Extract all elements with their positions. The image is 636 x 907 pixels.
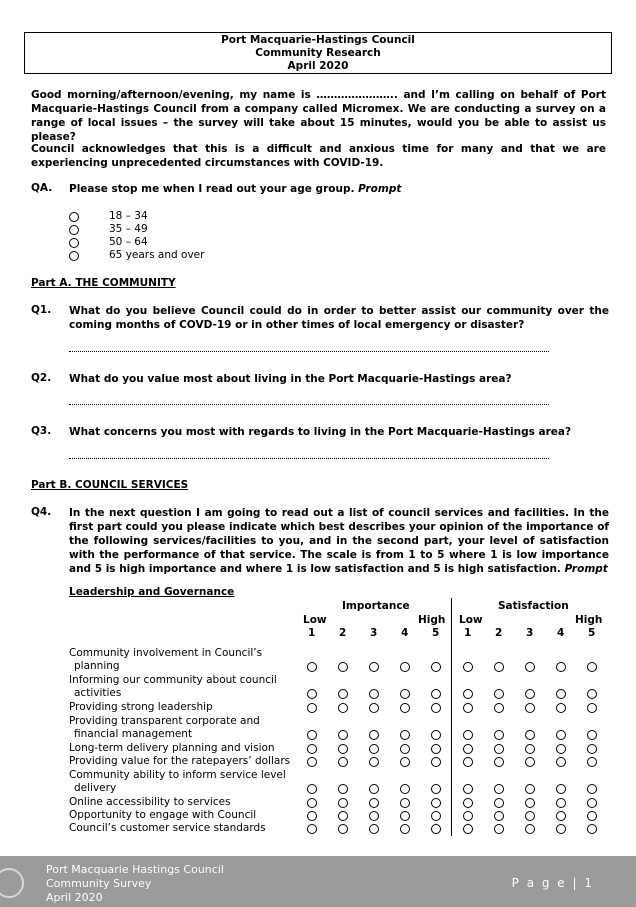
satisfaction-radio-icon[interactable] (556, 730, 566, 740)
importance-radio-icon[interactable] (400, 811, 410, 821)
q2-number: Q2. (31, 372, 52, 384)
satisfaction-radio-icon[interactable] (556, 703, 566, 713)
satisfaction-radio-icon[interactable] (525, 757, 535, 767)
importance-radio-icon[interactable] (369, 662, 379, 672)
service-name: Online accessibility to services (69, 796, 231, 808)
footer-survey: Community Survey (46, 877, 152, 890)
council-logo-icon (0, 868, 24, 898)
header-research: Community Research (255, 47, 381, 59)
q2-answer-line[interactable] (69, 404, 549, 405)
footer-date: April 2020 (46, 891, 103, 904)
importance-radio-icon[interactable] (400, 689, 410, 699)
radio-circle-icon[interactable] (69, 225, 79, 235)
service-name: Council’s customer service standards (69, 822, 266, 834)
header-council: Port Macquarie-Hastings Council (221, 34, 415, 46)
satisfaction-radio-icon[interactable] (556, 662, 566, 672)
importance-radio-icon[interactable] (307, 703, 317, 713)
importance-radio-icon[interactable] (400, 744, 410, 754)
importance-radio-icon[interactable] (307, 824, 317, 834)
satisfaction-radio-icon[interactable] (587, 784, 597, 794)
importance-radio-icon[interactable] (307, 798, 317, 808)
importance-radio-icon[interactable] (431, 744, 441, 754)
qa-option-label: 35 – 49 (109, 223, 148, 235)
importance-radio-icon[interactable] (369, 689, 379, 699)
importance-scale-number: 1 (308, 627, 316, 639)
satisfaction-radio-icon[interactable] (494, 811, 504, 821)
radio-circle-icon[interactable] (69, 212, 79, 222)
importance-radio-icon[interactable] (307, 784, 317, 794)
satisfaction-radio-icon[interactable] (587, 730, 597, 740)
satisfaction-radio-icon[interactable] (463, 798, 473, 808)
footer-council: Port Macquarie Hastings Council (46, 863, 224, 876)
page-footer (0, 856, 636, 907)
importance-radio-icon[interactable] (431, 798, 441, 808)
service-name-cont: activities (74, 687, 122, 699)
satisfaction-radio-icon[interactable] (463, 811, 473, 821)
header-date: April 2020 (287, 60, 349, 72)
satisfaction-radio-icon[interactable] (494, 757, 504, 767)
service-name: Community involvement in Council’s (69, 647, 263, 659)
satisfaction-radio-icon[interactable] (494, 662, 504, 672)
importance-radio-icon[interactable] (307, 744, 317, 754)
service-name: Long-term delivery planning and vision (69, 742, 275, 754)
satisfaction-scale-number: 5 (588, 627, 596, 639)
importance-radio-icon[interactable] (369, 784, 379, 794)
importance-radio-icon[interactable] (369, 811, 379, 821)
radio-circle-icon[interactable] (69, 251, 79, 261)
page-number: P a g e | 1 (511, 876, 594, 890)
satisfaction-radio-icon[interactable] (494, 703, 504, 713)
importance-radio-icon[interactable] (338, 662, 348, 672)
satisfaction-radio-icon[interactable] (556, 757, 566, 767)
importance-radio-icon[interactable] (431, 689, 441, 699)
scale-divider (451, 598, 452, 836)
importance-radio-icon[interactable] (400, 798, 410, 808)
satisfaction-radio-icon[interactable] (556, 784, 566, 794)
service-row-label (69, 755, 294, 768)
importance-radio-icon[interactable] (369, 703, 379, 713)
service-row-label (69, 701, 294, 714)
importance-heading: Importance (342, 600, 410, 612)
q1-text: What do you believe Council could do in order to better assist our community over the coming months of COVD-19 or in other times of local emergency or disaster? (69, 305, 609, 331)
importance-radio-icon[interactable] (400, 703, 410, 713)
satisfaction-radio-icon[interactable] (556, 811, 566, 821)
satisfaction-radio-icon[interactable] (587, 798, 597, 808)
satisfaction-radio-icon[interactable] (587, 744, 597, 754)
satisfaction-radio-icon[interactable] (463, 757, 473, 767)
importance-low-label: Low (303, 614, 327, 626)
satisfaction-scale-number: 1 (464, 627, 472, 639)
satisfaction-radio-icon[interactable] (587, 662, 597, 672)
satisfaction-radio-icon[interactable] (463, 689, 473, 699)
satisfaction-radio-icon[interactable] (494, 824, 504, 834)
importance-radio-icon[interactable] (338, 784, 348, 794)
satisfaction-radio-icon[interactable] (494, 798, 504, 808)
document-header (24, 32, 612, 74)
q4-prompt: Prompt (564, 563, 608, 575)
radio-circle-icon[interactable] (69, 238, 79, 248)
satisfaction-radio-icon[interactable] (525, 730, 535, 740)
service-name: Informing our community about council (69, 674, 277, 686)
satisfaction-radio-icon[interactable] (556, 689, 566, 699)
importance-radio-icon[interactable] (431, 757, 441, 767)
importance-radio-icon[interactable] (400, 730, 410, 740)
service-name: Providing value for the ratepayers’ dollars (69, 755, 291, 767)
service-row-label (69, 796, 294, 809)
q2-text: What do you value most about living in the Port Macquarie-Hastings area? (69, 373, 512, 385)
qa-option-label: 65 years and over (109, 249, 205, 261)
importance-radio-icon[interactable] (307, 689, 317, 699)
importance-scale-number: 2 (339, 627, 347, 639)
satisfaction-radio-icon[interactable] (525, 689, 535, 699)
satisfaction-radio-icon[interactable] (525, 662, 535, 672)
importance-scale-number: 4 (401, 627, 409, 639)
qa-number: QA. (31, 182, 53, 194)
satisfaction-low-label: Low (459, 614, 483, 626)
importance-radio-icon[interactable] (431, 824, 441, 834)
importance-radio-icon[interactable] (338, 730, 348, 740)
importance-radio-icon[interactable] (431, 730, 441, 740)
q4-text: In the next question I am going to read out a list of council services and facilities. In the first part could you please indicate which best describes your opinion of the importance of the following services/facilities to you, and in the second part, your level of satisfaction with the performance of that service. The scale is from 1 to 5 where 1 is low importance and 5 is high importance and where 1 is low satisfaction and 5 is high satisfaction. (69, 507, 609, 575)
importance-radio-icon[interactable] (338, 798, 348, 808)
importance-high-label: High (418, 614, 446, 626)
importance-scale-number: 5 (432, 627, 440, 639)
acknowledgement-paragraph: Council acknowledges that this is a difficult and anxious time for many and that we are experiencing unprecedented circumstances with COVID-19. (31, 143, 606, 169)
importance-radio-icon[interactable] (400, 757, 410, 767)
service-name-cont: financial management (74, 728, 193, 740)
satisfaction-radio-icon[interactable] (525, 703, 535, 713)
qa-prompt: Prompt (358, 183, 402, 195)
q1-answer-line[interactable] (69, 351, 549, 352)
qa-text: Please stop me when I read out your age group. (69, 183, 355, 195)
q3-text: What concerns you most with regards to living in the Port Macquarie-Hastings area? (69, 426, 572, 438)
qa-question (69, 182, 609, 196)
intro-paragraph: Good morning/afternoon/evening, my name is ………………….. and I’m calling on behalf of Port Macquarie-Hastings Council from a company called Micromex. We are conducting a survey on a range of local issues – the survey will take about 15 minutes, would you be able to assist us please? (31, 89, 606, 143)
satisfaction-scale-number: 2 (495, 627, 503, 639)
importance-radio-icon[interactable] (338, 824, 348, 834)
importance-radio-icon[interactable] (400, 784, 410, 794)
qa-option-label: 50 – 64 (109, 236, 148, 248)
importance-radio-icon[interactable] (369, 730, 379, 740)
importance-radio-icon[interactable] (369, 824, 379, 834)
satisfaction-heading: Satisfaction (498, 600, 569, 612)
importance-radio-icon[interactable] (431, 784, 441, 794)
satisfaction-radio-icon[interactable] (463, 730, 473, 740)
satisfaction-radio-icon[interactable] (463, 662, 473, 672)
service-name: Providing transparent corporate and (69, 715, 260, 727)
satisfaction-radio-icon[interactable] (525, 784, 535, 794)
q3-number: Q3. (31, 425, 52, 437)
q1-number: Q1. (31, 304, 52, 316)
satisfaction-radio-icon[interactable] (463, 744, 473, 754)
satisfaction-radio-icon[interactable] (494, 784, 504, 794)
section-heading-leadership: Leadership and Governance (69, 586, 235, 598)
satisfaction-radio-icon[interactable] (556, 824, 566, 834)
satisfaction-radio-icon[interactable] (587, 689, 597, 699)
satisfaction-radio-icon[interactable] (525, 824, 535, 834)
part-b-heading: Part B. COUNCIL SERVICES (31, 479, 189, 491)
service-name-cont: planning (74, 660, 120, 672)
service-row-label (69, 822, 294, 835)
satisfaction-radio-icon[interactable] (463, 824, 473, 834)
satisfaction-radio-icon[interactable] (525, 744, 535, 754)
qa-option-label: 18 – 34 (109, 210, 148, 222)
satisfaction-radio-icon[interactable] (525, 811, 535, 821)
importance-radio-icon[interactable] (369, 798, 379, 808)
importance-radio-icon[interactable] (400, 824, 410, 834)
importance-radio-icon[interactable] (338, 703, 348, 713)
importance-radio-icon[interactable] (369, 744, 379, 754)
satisfaction-radio-icon[interactable] (587, 757, 597, 767)
satisfaction-radio-icon[interactable] (494, 730, 504, 740)
importance-radio-icon[interactable] (431, 703, 441, 713)
satisfaction-radio-icon[interactable] (587, 703, 597, 713)
service-name: Providing strong leadership (69, 701, 213, 713)
part-a-heading: Part A. THE COMMUNITY (31, 277, 176, 289)
satisfaction-scale-number: 3 (526, 627, 534, 639)
importance-radio-icon[interactable] (369, 757, 379, 767)
q4-number: Q4. (31, 506, 52, 518)
service-name-cont: delivery (74, 782, 117, 794)
importance-radio-icon[interactable] (307, 730, 317, 740)
satisfaction-radio-icon[interactable] (494, 744, 504, 754)
q4-question (69, 506, 609, 576)
importance-radio-icon[interactable] (338, 811, 348, 821)
satisfaction-radio-icon[interactable] (587, 824, 597, 834)
service-name: Opportunity to engage with Council (69, 809, 257, 821)
satisfaction-radio-icon[interactable] (463, 784, 473, 794)
service-row-label (69, 809, 294, 822)
satisfaction-radio-icon[interactable] (463, 703, 473, 713)
satisfaction-radio-icon[interactable] (494, 689, 504, 699)
importance-radio-icon[interactable] (307, 662, 317, 672)
satisfaction-radio-icon[interactable] (556, 744, 566, 754)
satisfaction-high-label: High (575, 614, 603, 626)
importance-radio-icon[interactable] (338, 689, 348, 699)
service-row-label (69, 647, 294, 673)
importance-radio-icon[interactable] (431, 811, 441, 821)
importance-scale-number: 3 (370, 627, 378, 639)
service-row-label (69, 742, 294, 755)
importance-radio-icon[interactable] (307, 757, 317, 767)
satisfaction-scale-number: 4 (557, 627, 565, 639)
service-row-label (69, 715, 294, 741)
service-row-label (69, 769, 294, 795)
q3-answer-line[interactable] (69, 458, 549, 459)
importance-radio-icon[interactable] (338, 744, 348, 754)
service-name: Community ability to inform service level (69, 769, 286, 781)
satisfaction-radio-icon[interactable] (556, 798, 566, 808)
service-row-label (69, 674, 294, 700)
satisfaction-radio-icon[interactable] (587, 811, 597, 821)
importance-radio-icon[interactable] (307, 811, 317, 821)
importance-radio-icon[interactable] (400, 662, 410, 672)
importance-radio-icon[interactable] (431, 662, 441, 672)
importance-radio-icon[interactable] (338, 757, 348, 767)
satisfaction-radio-icon[interactable] (525, 798, 535, 808)
